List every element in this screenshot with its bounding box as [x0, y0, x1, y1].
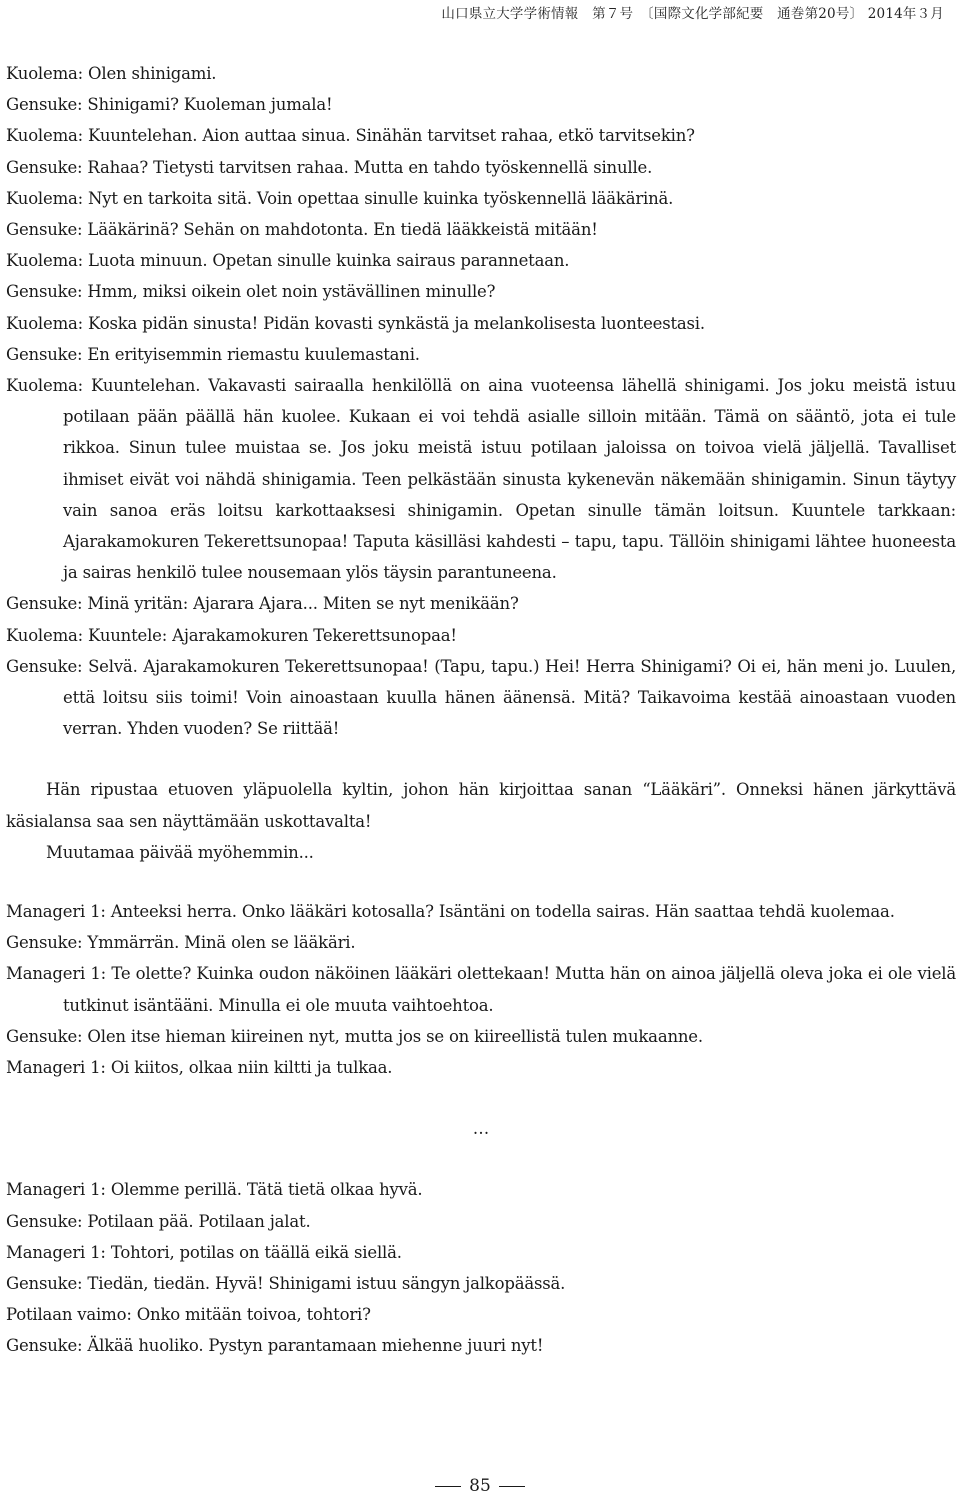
dialogue-line: Kuolema: Kuuntele: Ajarakamokuren Tekerettsunopaa! — [6, 625, 457, 645]
dialogue-line: Kuolema: Kuuntelehan. Aion auttaa sinua. Sinähän tarvitset rahaa, etkö tarvitsekin? — [6, 126, 695, 146]
dialogue-line: Gensuke: Potilaan pää. Potilaan jalat. — [6, 1211, 311, 1231]
dialogue-paragraph: Manageri 1: Te olette? Kuinka oudon näköinen lääkäri olettekaan! Mutta hän on ainoa jäljellä oleva joka ei ole vielä tutkinut isäntääni. Minulla ei ole muuta vaihtoehtoa. — [6, 964, 956, 1015]
dialogue-line: Manageri 1: Tohtori, potilas on täällä eikä siellä. — [6, 1242, 402, 1262]
footer-dash-left — [435, 1486, 461, 1487]
dialogue-line: Potilaan vaimo: Onko mitään toivoa, tohtori? — [6, 1305, 371, 1325]
dialogue-line: Manageri 1: Olemme perillä. Tätä tietä olkaa hyvä. — [6, 1180, 423, 1200]
dialogue-line: Gensuke: Hmm, miksi oikein olet noin ystävällinen minulle? — [6, 282, 496, 302]
footer-dash-right — [499, 1486, 525, 1487]
dialogue-line: Kuolema: Luota minuun. Opetan sinulle kuinka sairaus parannetaan. — [6, 251, 570, 271]
dialogue-paragraph: Kuolema: Kuuntelehan. Vakavasti sairaalla henkilöllä on aina vuoteensa lähellä shinigami. Jos joku meistä istuu potilaan pään päällä hän kuolee. Kukaan ei voi tehdä asialle silloin mitään. Tämä on sääntö, jota ei tule rikkoa. Sinun tulee muistaa se. Jos joku meistä istuu potilaan jaloissa on toivoa vielä jäljellä. Tavalliset ihmiset eivät voi nähdä shinigamia. Teen pelkästään sinusta kykenevän näkemään shinigamin. Sinun täytyy vain sanoa eräs loitsu karkottaaksesi shinigamin. Opetan sinulle tämän loitsun. Kuuntele tarkkaan: Ajarakamokuren Tekerettsunopaa! Taputa käsilläsi kahdesti – tapu, tapu. Tällöin shinigami lähtee huoneesta ja sairas henkilö tulee nousemaan ylös täysin parantuneena. — [6, 376, 956, 583]
dialogue-line: Kuolema: Olen shinigami. — [6, 64, 217, 83]
dialogue-line: Gensuke: Shinigami? Kuoleman jumala! — [6, 95, 333, 115]
dialogue-line: Manageri 1: Oi kiitos, olkaa niin kiltti ja tulkaa. — [6, 1058, 393, 1078]
scene-break: … — [472, 1119, 490, 1139]
dialogue-line: Gensuke: Minä yritän: Ajarara Ajara... Miten se nyt menikään? — [6, 594, 519, 614]
narration-paragraph: Hän ripustaa etuoven yläpuolella kyltin, johon hän kirjoittaa sanan “Lääkäri”. Onneksi hänen järkyttävä käsialansa saa sen näyttämään uskottavalta! — [6, 780, 956, 831]
dialogue-line: Kuolema: Nyt en tarkoita sitä. Voin opettaa sinulle kuinka työskennellä lääkärinä. — [6, 188, 674, 208]
page-number: 85 — [469, 1476, 491, 1496]
dialogue-line: Gensuke: Tiedän, tiedän. Hyvä! Shinigami istuu sängyn jalkopäässä. — [6, 1273, 566, 1293]
dialogue-paragraph: Manageri 1: Anteeksi herra. Onko lääkäri kotosalla? Isäntäni on todella sairas. Hän saattaa tehdä kuolemaa. — [6, 902, 895, 922]
dialogue-line: Gensuke: Ymmärrän. Minä olen se lääkäri. — [6, 933, 356, 953]
narration-paragraph: Muutamaa päivää myöhemmin... — [46, 842, 314, 862]
page-footer — [0, 1476, 960, 1496]
dialogue-line: Gensuke: Olen itse hieman kiireinen nyt, mutta jos se on kiireellistä tulen mukaanne. — [6, 1026, 703, 1046]
dialogue-line: Kuolema: Koska pidän sinusta! Pidän kovasti synkästä ja melankolisesta luonteestasi. — [6, 313, 705, 333]
dialogue-line: Gensuke: Lääkärinä? Sehän on mahdotonta. En tiedä lääkkeistä mitään! — [6, 220, 598, 240]
dialogue-line: Gensuke: Rahaa? Tietysti tarvitsen rahaa. Mutta en tahdo työskennellä sinulle. — [6, 157, 653, 177]
dialogue-line: Gensuke: Älkää huoliko. Pystyn parantamaan miehenne juuri nyt! — [6, 1336, 544, 1356]
dialogue-line: Gensuke: En erityisemmin riemastu kuulemastani. — [6, 344, 420, 364]
journal-header: 山口県立大学学術情報 第７号 〔国際文化学部紀要 通巻第20号〕 2014年３月 — [441, 6, 944, 22]
page-body — [6, 58, 956, 1362]
dialogue-paragraph: Gensuke: Selvä. Ajarakamokuren Tekerettsunopaa! (Tapu, tapu.) Hei! Herra Shinigami? Oi ei, hän meni jo. Luulen, että loitsu siis toimi! Voin ainoastaan kuulla hänen äänensä. Mitä? Taikavoima kestää ainoastaan vuoden verran. Yhden vuoden? Se riittää! — [6, 656, 956, 739]
